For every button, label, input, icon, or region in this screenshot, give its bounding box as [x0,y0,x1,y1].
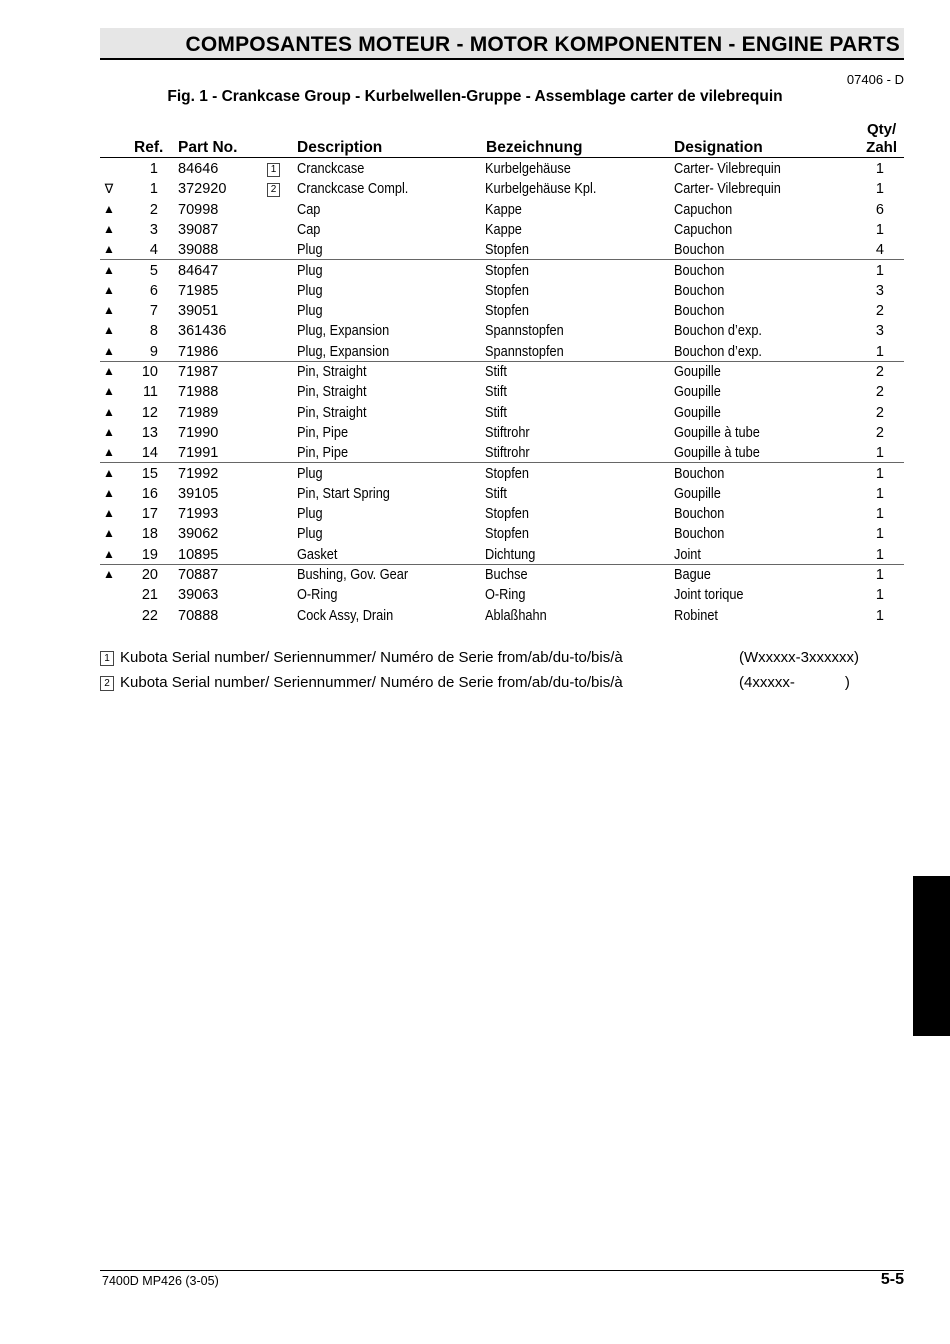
description: Cock Assy, Drain [297,607,394,624]
table-row [100,362,904,382]
designation: Bouchon d’exp. [674,323,762,340]
row-marker-icon: ▲ [103,445,115,460]
quantity: 2 [875,303,884,320]
designation: Capuchon [674,201,733,218]
table-row [100,301,904,321]
part-number: 39088 [178,242,219,259]
bezeichnung: Stopfen [485,282,529,299]
part-number: 71986 [178,343,219,360]
row-marker-icon: ▲ [103,404,115,419]
row-marker-icon: ▲ [103,424,115,439]
part-number: 71988 [178,384,219,401]
footnote-range: (Wxxxxx-3xxxxxx) [739,649,859,666]
table-row [100,464,904,484]
row-marker-icon: ▲ [103,506,115,521]
column-header-bezeichnung: Bezeichnung [486,139,583,156]
footnote-2 [100,674,900,694]
ref-number: 10 [141,364,158,380]
ref-number: 17 [141,506,158,523]
part-number: 70887 [178,567,219,583]
ref-number: 7 [149,303,158,320]
table-row [100,585,904,605]
qty-label: Qty/ [866,121,897,138]
designation: Bouchon [674,242,725,259]
table-row [100,403,904,423]
footnote-text: Kubota Serial number/ Seriennummer/ Numéro de Serie from/ab/du-to/bis/à [120,649,623,666]
quantity: 4 [875,242,884,259]
part-number: 39062 [178,526,219,543]
description: Plug [297,242,323,259]
footnote-1 [100,649,900,669]
bezeichnung: Stift [485,485,507,502]
description: Pin, Straight [297,384,367,401]
part-number: 39087 [178,221,219,238]
part-number: 70998 [178,201,219,218]
ref-number: 20 [141,567,158,583]
row-marker-icon: ▲ [103,303,115,318]
ref-number: 21 [141,587,158,604]
table-row [100,443,904,463]
table-row [100,606,904,626]
row-marker-icon: ∇ [104,181,114,197]
description: Bushing, Gov. Gear [297,567,409,583]
part-number: 372920 [178,181,227,198]
description: Cranckcase [297,161,365,177]
description: Pin, Straight [297,404,367,421]
bezeichnung: Kurbelgehäuse Kpl. [485,181,597,198]
row-marker-icon: ▲ [103,262,115,277]
quantity: 3 [875,282,884,299]
designation: Bouchon [674,506,725,523]
quantity: 1 [875,181,884,198]
ref-number: 8 [149,323,158,340]
row-marker-icon: ▲ [103,364,115,378]
ref-number: 2 [149,201,158,218]
description: Cap [297,221,321,238]
bezeichnung: Stift [485,384,507,401]
table-header-rule [100,157,904,158]
footer-doc-id: 7400D MP426 (3-05) [102,1274,219,1288]
designation: Bouchon d’exp. [674,343,762,360]
bezeichnung: Stopfen [485,262,529,279]
quantity: 1 [875,343,884,360]
figure-title: Fig. 1 - Crankcase Group - Kurbelwellen-Gruppe - Assemblage carter de vilebrequin [167,88,783,105]
footnote-range: (4xxxxx- ) [739,674,850,691]
designation: Goupille [674,404,721,421]
description: Plug [297,303,323,320]
bezeichnung: Kurbelgehäuse [485,161,571,177]
ref-number: 12 [141,404,158,421]
row-marker-icon: ▲ [103,526,115,541]
page-number: 5-5 [880,1271,904,1288]
page-title: COMPOSANTES MOTEUR - MOTOR KOMPONENTEN - ENGINE PARTS [185,33,900,56]
header-bar [100,28,904,60]
ref-number: 11 [142,384,158,401]
section-tab [913,876,950,1036]
bezeichnung: Stiftrohr [485,445,530,462]
part-number: 39051 [178,303,219,320]
column-header-qty [866,121,897,157]
designation: Goupille [674,384,721,401]
table-row [100,545,904,565]
part-number: 71992 [178,465,219,482]
row-marker-icon: ▲ [103,221,115,236]
quantity: 1 [875,221,884,238]
ref-number: 19 [141,546,158,563]
bezeichnung: Kappe [485,201,522,218]
row-marker-icon: ▲ [103,242,115,257]
row-marker-icon: ▲ [103,343,115,358]
ref-number: 6 [149,282,158,299]
designation: Bouchon [674,526,725,543]
table-row [100,321,904,341]
bezeichnung: Stopfen [485,526,529,543]
quantity: 1 [875,485,884,502]
ref-number: 4 [149,242,158,259]
footnote-text: Kubota Serial number/ Seriennummer/ Numéro de Serie from/ab/du-to/bis/à [120,674,623,691]
designation: Goupille à tube [674,445,760,462]
ref-number: 1 [149,181,158,198]
part-number: 71985 [178,282,219,299]
part-number: 84646 [178,161,219,177]
bezeichnung: Stopfen [485,465,529,482]
quantity: 2 [875,364,884,380]
designation: Joint [674,546,701,563]
row-marker-icon: ▲ [103,384,115,399]
column-header-description: Description [297,139,383,156]
designation: Capuchon [674,221,733,238]
table-row [100,261,904,281]
designation: Bague [674,567,711,583]
quantity: 1 [875,526,884,543]
designation: Robinet [674,607,718,624]
ref-number: 22 [141,607,158,624]
description: Gasket [297,546,338,563]
description: Plug [297,526,323,543]
bezeichnung: Stopfen [485,242,529,259]
description: Plug [297,465,323,482]
table-row [100,179,904,199]
quantity: 1 [875,546,884,563]
description: Plug, Expansion [297,323,390,340]
designation: Carter- Vilebrequin [674,161,781,177]
quantity: 1 [875,465,884,482]
footnote-number: 1 [100,651,114,666]
quantity: 1 [875,567,884,583]
quantity: 2 [875,404,884,421]
part-number: 84647 [178,262,219,279]
designation: Carter- Vilebrequin [674,181,781,198]
ref-number: 18 [141,526,158,543]
quantity: 6 [875,201,884,218]
ref-number: 9 [149,343,158,360]
description: Plug [297,506,323,523]
designation: Goupille à tube [674,424,760,441]
part-number: 70888 [178,607,219,624]
ref-number: 1 [149,161,158,177]
bezeichnung: Stopfen [485,506,529,523]
bezeichnung: Dichtung [485,546,536,563]
description: Plug [297,262,323,279]
ref-number: 16 [141,485,158,502]
designation: Joint torique [674,587,744,604]
footer-rule [100,1270,904,1271]
column-header-part-no: Part No. [178,139,238,156]
bezeichnung: Kappe [485,221,522,238]
quantity: 1 [875,607,884,624]
designation: Goupille [674,364,721,380]
part-number: 71990 [178,424,219,441]
row-marker-icon: ▲ [103,546,115,561]
serial-note-marker: 1 [267,163,280,177]
designation: Bouchon [674,262,725,279]
table-row [100,159,904,179]
quantity: 1 [875,506,884,523]
bezeichnung: Buchse [485,567,528,583]
description: Plug, Expansion [297,343,390,360]
designation: Bouchon [674,465,725,482]
description: Pin, Straight [297,364,367,380]
table-row [100,504,904,524]
part-number: 10895 [178,546,219,563]
column-header-ref: Ref. [134,139,164,156]
description: Cranckcase Compl. [297,181,409,198]
table-row [100,342,904,362]
ref-number: 3 [149,221,158,238]
table-row [100,220,904,240]
description: O-Ring [297,587,338,604]
part-number: 361436 [178,323,227,340]
table-row [100,281,904,301]
table-row [100,484,904,504]
row-marker-icon: ▲ [103,465,115,480]
row-marker-icon: ▲ [103,282,115,297]
quantity: 2 [875,384,884,401]
row-marker-icon: ▲ [103,485,115,500]
description: Plug [297,282,323,299]
bezeichnung: Ablaßhahn [485,607,547,624]
part-number: 71993 [178,506,219,523]
table-row [100,524,904,544]
bezeichnung: Spannstopfen [485,323,564,340]
zahl-label: Zahl [866,139,897,156]
designation: Bouchon [674,282,725,299]
quantity: 1 [875,445,884,462]
quantity: 2 [875,424,884,441]
ref-number: 14 [141,445,158,462]
serial-note-marker: 2 [267,183,280,197]
part-number: 71987 [178,364,219,380]
description: Pin, Start Spring [297,485,390,502]
part-number: 39063 [178,587,219,604]
bezeichnung: Stopfen [485,303,529,320]
row-marker-icon: ▲ [103,567,115,581]
part-number: 71989 [178,404,219,421]
doc-code: 07406 - D [846,72,904,87]
row-marker-icon: ▲ [103,323,115,338]
table-row [100,240,904,260]
bezeichnung: Stift [485,404,507,421]
column-header-designation: Designation [674,139,763,156]
quantity: 3 [875,323,884,340]
description: Pin, Pipe [297,424,349,441]
bezeichnung: Spannstopfen [485,343,564,360]
ref-number: 5 [149,262,158,279]
designation: Goupille [674,485,721,502]
bezeichnung: Stift [485,364,507,380]
quantity: 1 [875,161,884,177]
row-marker-icon: ▲ [103,201,115,216]
table-row [100,200,904,220]
table-row [100,382,904,402]
description: Pin, Pipe [297,445,349,462]
bezeichnung: O-Ring [485,587,526,604]
ref-number: 13 [141,424,158,441]
ref-number: 15 [141,465,158,482]
quantity: 1 [875,587,884,604]
designation: Bouchon [674,303,725,320]
table-row [100,565,904,585]
bezeichnung: Stiftrohr [485,424,530,441]
description: Cap [297,201,321,218]
quantity: 1 [875,262,884,279]
footnote-number: 2 [100,676,114,691]
table-row [100,423,904,443]
part-number: 39105 [178,485,219,502]
part-number: 71991 [178,445,219,462]
